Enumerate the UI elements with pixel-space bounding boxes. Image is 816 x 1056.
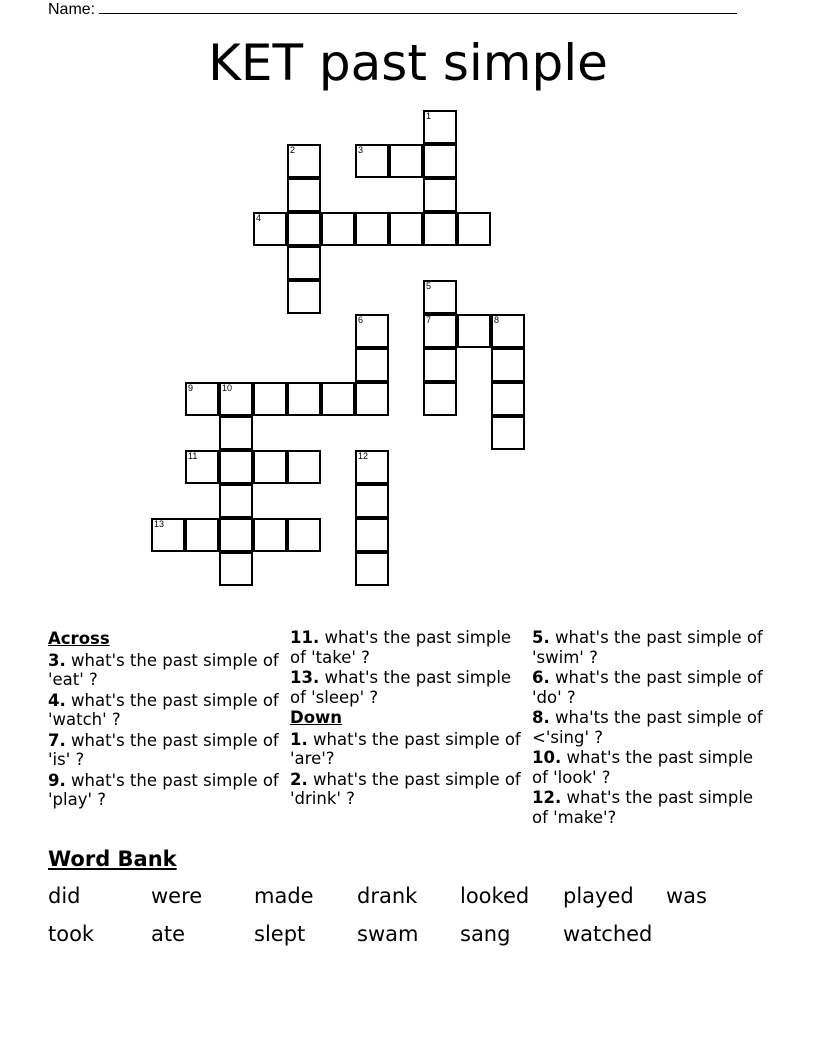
crossword-cell[interactable] — [355, 518, 389, 552]
cell-number: 5 — [426, 281, 432, 291]
cell-number: 12 — [358, 451, 369, 461]
clue-number: 8. — [532, 708, 550, 727]
crossword-cell[interactable] — [185, 518, 219, 552]
crossword-cell[interactable] — [423, 382, 457, 416]
crossword-cell[interactable] — [219, 450, 253, 484]
crossword-cell[interactable] — [287, 450, 321, 484]
clue-text: wha'ts the past simple of <'sing' ? — [532, 708, 763, 747]
cell-number: 13 — [154, 519, 165, 529]
crossword-cell[interactable] — [389, 212, 423, 246]
crossword-cell[interactable] — [219, 484, 253, 518]
crossword-cell[interactable] — [355, 212, 389, 246]
clue-down-12 — [532, 788, 764, 827]
crossword-cell[interactable] — [355, 144, 389, 178]
clue-text: what's the past simple of 'drink' ? — [290, 769, 521, 808]
cell-number: 1 — [426, 111, 432, 121]
crossword-cell[interactable] — [219, 518, 253, 552]
crossword-cell[interactable] — [219, 416, 253, 450]
clue-across-3 — [48, 651, 280, 690]
crossword-cell[interactable] — [253, 518, 287, 552]
clue-down-1 — [290, 730, 522, 769]
crossword-cell[interactable] — [185, 450, 219, 484]
word-bank-word: slept — [254, 922, 306, 946]
clue-down-5 — [532, 628, 764, 667]
word-bank-word: watched — [563, 922, 653, 946]
word-bank-word: took — [48, 922, 95, 946]
cell-number: 3 — [358, 145, 364, 155]
clue-down-2 — [290, 770, 522, 809]
crossword-cell[interactable] — [355, 314, 389, 348]
clue-number: 10. — [532, 748, 562, 767]
crossword-cell[interactable] — [253, 450, 287, 484]
crossword-cell[interactable] — [287, 178, 321, 212]
crossword-cell[interactable] — [151, 518, 185, 552]
down-heading: Down — [290, 708, 343, 727]
cell-number: 2 — [290, 145, 296, 155]
clue-text: what's the past simple of 'do' ? — [532, 668, 763, 707]
clue-down-8 — [532, 708, 764, 747]
word-bank-title: Word Bank — [48, 847, 177, 871]
cell-number: 9 — [188, 383, 194, 393]
crossword-cell[interactable] — [423, 280, 457, 314]
clue-across-9 — [48, 771, 280, 810]
crossword-cell[interactable] — [287, 382, 321, 416]
clue-across-11 — [290, 628, 522, 667]
crossword-cell[interactable] — [287, 144, 321, 178]
crossword-cell[interactable] — [355, 552, 389, 586]
clue-text: what's the past simple of 'look' ? — [532, 748, 754, 787]
clues-column-3 — [532, 628, 764, 828]
crossword-cell[interactable] — [423, 110, 457, 144]
word-bank-word: was — [666, 884, 707, 908]
clue-text: what's the past simple of 'make'? — [532, 788, 754, 827]
clue-number: 11. — [290, 628, 320, 647]
clue-number: 1. — [290, 729, 308, 749]
clue-number: 13. — [290, 668, 320, 687]
clues-column-1 — [48, 628, 280, 811]
word-bank-word: looked — [460, 884, 530, 908]
crossword-cell[interactable] — [321, 212, 355, 246]
crossword-cell[interactable] — [287, 280, 321, 314]
crossword-cell[interactable] — [355, 484, 389, 518]
word-bank-word: played — [563, 884, 634, 908]
clue-number: 9. — [48, 770, 66, 790]
cell-number: 4 — [256, 213, 262, 223]
word-bank-word: made — [254, 884, 314, 908]
crossword-cell[interactable] — [491, 416, 525, 450]
crossword-cell[interactable] — [253, 212, 287, 246]
clue-down-10 — [532, 748, 764, 787]
clue-number: 2. — [290, 769, 308, 789]
crossword-cell[interactable] — [491, 382, 525, 416]
clue-across-13 — [290, 668, 522, 707]
crossword-cell[interactable] — [253, 382, 287, 416]
crossword-cell[interactable] — [389, 144, 423, 178]
word-bank-word: ate — [151, 922, 186, 946]
clue-text: what's the past simple of 'are'? — [290, 729, 521, 768]
crossword-cell[interactable] — [491, 348, 525, 382]
crossword-cell[interactable] — [491, 314, 525, 348]
clue-text: what's the past simple of 'eat' ? — [48, 650, 279, 689]
crossword-cell[interactable] — [219, 552, 253, 586]
clue-number: 4. — [48, 690, 66, 710]
clue-text: what's the past simple of 'is' ? — [48, 730, 279, 769]
word-bank-word: sang — [460, 922, 511, 946]
clue-across-7 — [48, 731, 280, 770]
crossword-cell[interactable] — [355, 382, 389, 416]
word-bank-word: did — [48, 884, 81, 908]
crossword-cell[interactable] — [423, 348, 457, 382]
crossword-cell[interactable] — [423, 178, 457, 212]
clue-number: 6. — [532, 668, 550, 687]
word-bank-word: drank — [357, 884, 418, 908]
crossword-cell[interactable] — [355, 348, 389, 382]
crossword-cell[interactable] — [423, 314, 457, 348]
page-title: KET past simple — [208, 34, 608, 92]
name-label: Name: — [48, 1, 96, 18]
crossword-cell[interactable] — [423, 212, 457, 246]
crossword-cell[interactable] — [219, 382, 253, 416]
cell-number: 11 — [188, 451, 198, 461]
clue-down-6 — [532, 668, 764, 707]
crossword-cell[interactable] — [185, 382, 219, 416]
word-bank-word: were — [151, 884, 203, 908]
cell-number: 10 — [222, 383, 233, 393]
crossword-cell[interactable] — [457, 314, 491, 348]
crossword-cell[interactable] — [287, 246, 321, 280]
across-heading: Across — [48, 629, 110, 648]
clue-text: what's the past simple of 'sleep' ? — [290, 668, 512, 707]
clue-number: 5. — [532, 628, 550, 647]
word-bank-word: swam — [357, 922, 419, 946]
clue-number: 12. — [532, 788, 562, 807]
crossword-cell[interactable] — [423, 144, 457, 178]
crossword-cell[interactable] — [287, 518, 321, 552]
clue-text: what's the past simple of 'play' ? — [48, 770, 279, 809]
crossword-cell[interactable] — [355, 450, 389, 484]
crossword-cell[interactable] — [321, 382, 355, 416]
clue-number: 7. — [48, 730, 66, 750]
crossword-cell[interactable] — [287, 212, 321, 246]
clue-text: what's the past simple of 'take' ? — [290, 628, 512, 667]
cell-number: 7 — [426, 315, 432, 325]
clues-column-2 — [290, 628, 522, 810]
clue-number: 3. — [48, 650, 66, 670]
clue-text: what's the past simple of 'watch' ? — [48, 690, 279, 729]
clue-across-4 — [48, 691, 280, 730]
crossword-cell[interactable] — [457, 212, 491, 246]
clue-text: what's the past simple of 'swim' ? — [532, 628, 763, 667]
cell-number: 8 — [494, 315, 500, 325]
cell-number: 6 — [358, 315, 364, 325]
